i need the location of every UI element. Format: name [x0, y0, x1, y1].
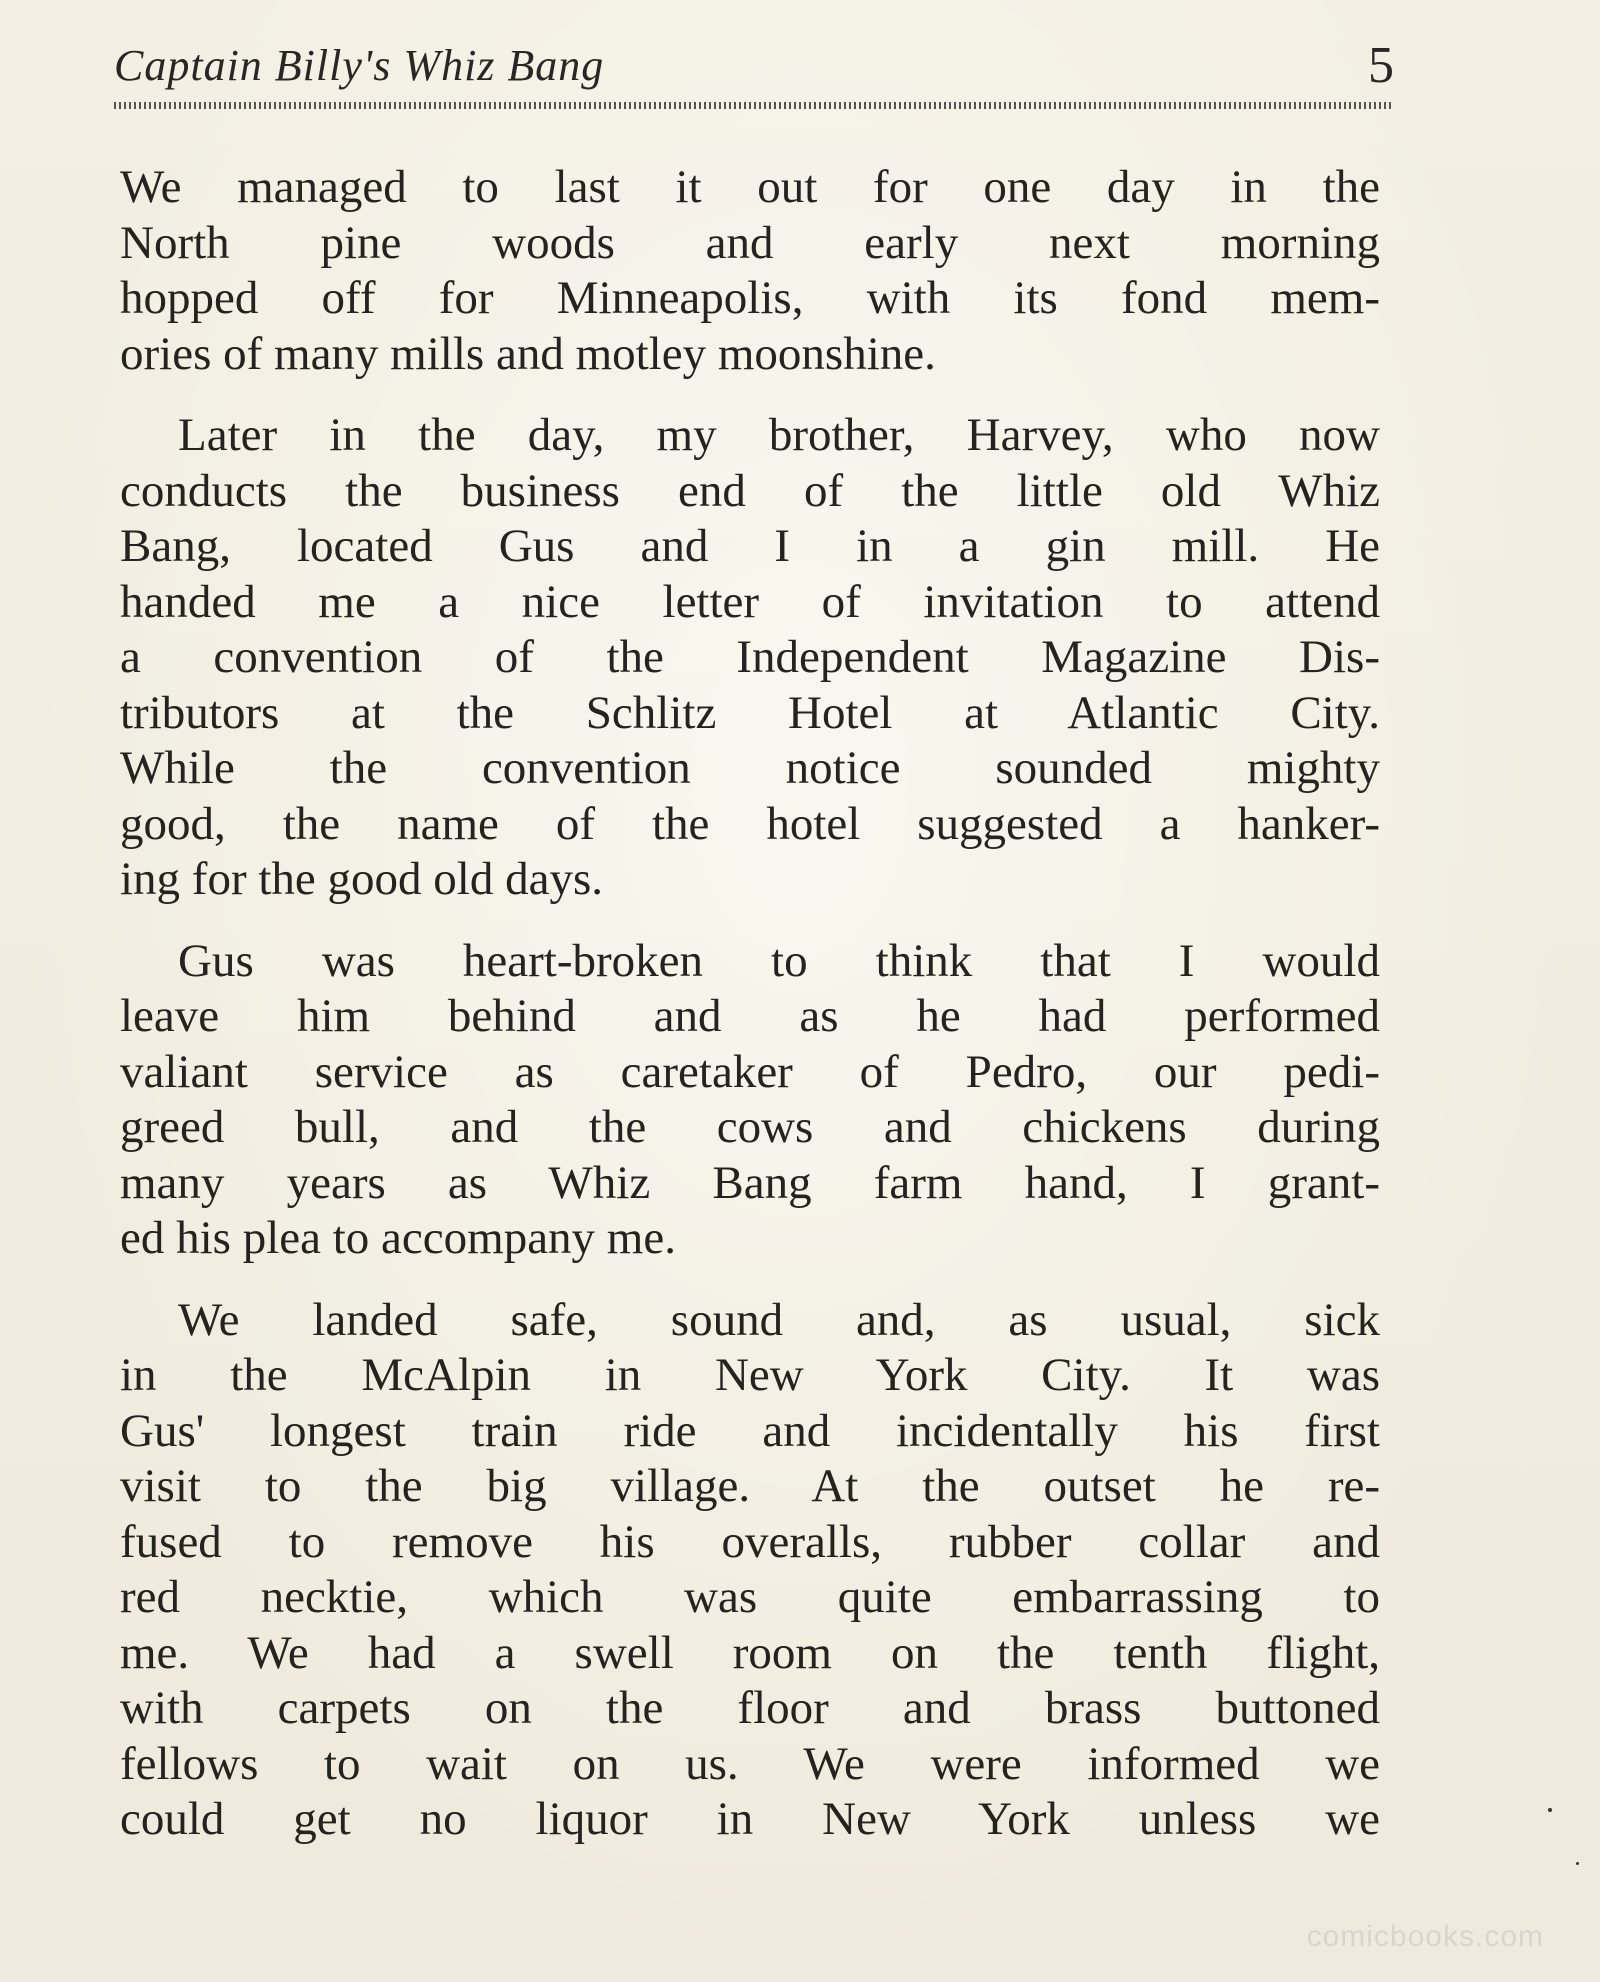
text-line: Gus was heart-broken to think that I would	[178, 934, 1380, 987]
text-line: Gus' longest train ride and incidentally his first	[120, 1404, 1380, 1457]
text-line: greed bull, and the cows and chickens during	[120, 1101, 1380, 1153]
body-text	[120, 160, 1380, 1874]
text-line: a convention of the Independent Magazine Dis-	[120, 631, 1380, 683]
text-line: Bang, located Gus and I in a gin mill. He	[120, 520, 1380, 572]
text-line: many years as Whiz Bang farm hand, I grant-	[120, 1156, 1380, 1209]
page-number: 5	[1368, 37, 1394, 94]
text-line: While the convention notice sounded mighty	[120, 742, 1380, 794]
text-line: red necktie, which was quite embarrassing to	[120, 1571, 1380, 1623]
paragraph-2	[120, 408, 1380, 908]
watermark: comicbooks.com	[1306, 1920, 1544, 1953]
paragraph-3	[120, 934, 1380, 1267]
text-line: good, the name of the hotel suggested a hanker-	[120, 797, 1380, 850]
text-line: handed me a nice letter of invitation to attend	[120, 575, 1380, 628]
ink-speck	[1576, 1862, 1579, 1865]
text-line: hopped off for Minneapolis, with its fond mem-	[120, 272, 1380, 324]
text-line: ories of many mills and motley moonshine.	[120, 327, 936, 380]
text-line: fellows to wait on us. We were informed we	[120, 1737, 1380, 1790]
running-header	[114, 36, 1394, 96]
text-line: in the McAlpin in New York City. It was	[120, 1349, 1380, 1401]
publication-title: Captain Billy's Whiz Bang	[114, 41, 605, 90]
text-line: visit to the big village. At the outset he re-	[120, 1460, 1380, 1512]
text-line: North pine woods and early next morning	[120, 216, 1380, 269]
text-line: tributors at the Schlitz Hotel at Atlantic City.	[120, 686, 1380, 739]
text-line: conducts the business end of the little old Whiz	[120, 464, 1380, 517]
paragraph-4	[120, 1293, 1380, 1848]
text-line: ing for the good old days.	[120, 853, 603, 905]
header-rule	[114, 102, 1394, 109]
text-line: Later in the day, my brother, Harvey, who now	[178, 409, 1380, 461]
paragraph-1	[120, 160, 1380, 382]
text-line: me. We had a swell room on the tenth flight,	[120, 1626, 1380, 1679]
text-line: We managed to last it out for one day in the	[120, 161, 1380, 213]
text-line: fused to remove his overalls, rubber collar and	[120, 1515, 1380, 1568]
text-line: We landed safe, sound and, as usual, sick	[178, 1293, 1380, 1346]
ink-speck	[1548, 1808, 1552, 1812]
text-line: leave him behind and as he had performed	[120, 990, 1380, 1042]
text-line: could get no liquor in New York unless we	[120, 1793, 1380, 1845]
text-line: valiant service as caretaker of Pedro, our pedi-	[120, 1045, 1380, 1098]
text-line: ed his plea to accompany me.	[120, 1212, 676, 1264]
text-line: with carpets on the floor and brass buttoned	[120, 1682, 1380, 1734]
